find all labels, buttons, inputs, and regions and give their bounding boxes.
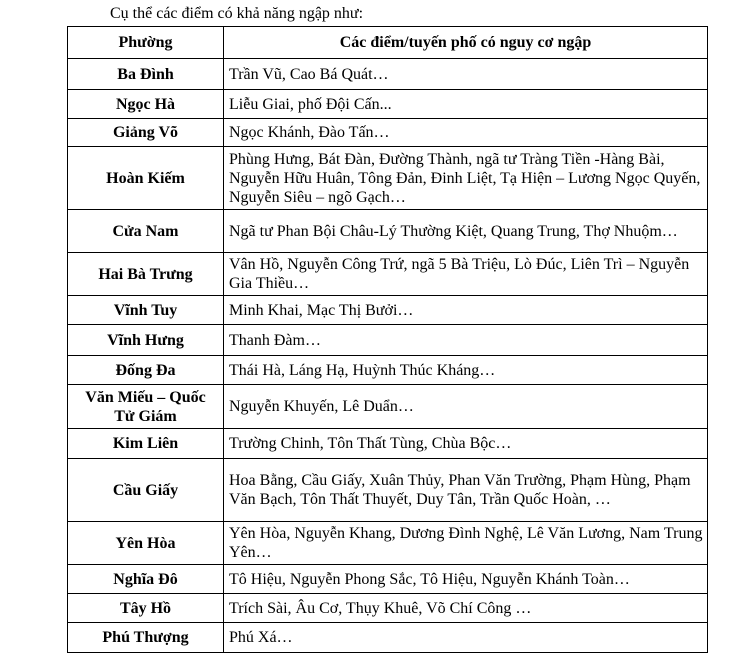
table-row bbox=[68, 90, 708, 119]
ward-cell: Vĩnh Hưng bbox=[68, 325, 224, 356]
ward-cell: Cửa Nam bbox=[68, 210, 224, 253]
ward-cell: Yên Hòa bbox=[68, 522, 224, 565]
header-ward: Phường bbox=[68, 27, 224, 59]
ward-cell: Vĩnh Tuy bbox=[68, 296, 224, 325]
ward-cell: Hai Bà Trưng bbox=[68, 253, 224, 296]
ward-cell: Nghĩa Đô bbox=[68, 565, 224, 594]
table-row bbox=[68, 429, 708, 459]
points-cell: Yên Hòa, Nguyễn Khang, Dương Đình Nghệ, Lê Văn Lương, Nam Trung Yên… bbox=[224, 522, 708, 565]
table-row bbox=[68, 522, 708, 565]
points-cell: Tô Hiệu, Nguyễn Phong Sắc, Tô Hiệu, Nguyễn Khánh Toàn… bbox=[224, 565, 708, 594]
points-cell: Minh Khai, Mạc Thị Bưởi… bbox=[224, 296, 708, 325]
table-row bbox=[68, 59, 708, 90]
table-row bbox=[68, 385, 708, 429]
points-cell: Trường Chinh, Tôn Thất Tùng, Chùa Bộc… bbox=[224, 429, 708, 459]
intro-text: Cụ thể các điểm có khả năng ngập như: bbox=[110, 5, 364, 22]
ward-cell: Kim Liên bbox=[68, 429, 224, 459]
table-row bbox=[68, 459, 708, 522]
table-row bbox=[68, 119, 708, 147]
ward-cell: Cầu Giấy bbox=[68, 459, 224, 522]
ward-cell: Đống Đa bbox=[68, 356, 224, 385]
table-row bbox=[68, 325, 708, 356]
ward-cell: Ngọc Hà bbox=[68, 90, 224, 119]
table-row bbox=[68, 210, 708, 253]
ward-cell: Văn Miếu – Quốc Tử Giám bbox=[68, 385, 224, 429]
flood-points-table bbox=[67, 26, 708, 653]
table-row bbox=[68, 147, 708, 210]
points-cell: Nguyễn Khuyến, Lê Duẩn… bbox=[224, 385, 708, 429]
points-cell: Trần Vũ, Cao Bá Quát… bbox=[224, 59, 708, 90]
points-cell: Phùng Hưng, Bát Đàn, Đường Thành, ngã tư Tràng Tiền -Hàng Bài, Nguyễn Hữu Huân, Tông Đản, Đinh Liệt, Tạ Hiện – Lương Ngọc Quyến, Nguyễn Siêu – ngõ Gạch… bbox=[224, 147, 708, 210]
points-cell: Ngã tư Phan Bội Châu-Lý Thường Kiệt, Quang Trung, Thợ Nhuộm… bbox=[224, 210, 708, 253]
points-cell: Thái Hà, Láng Hạ, Huỳnh Thúc Kháng… bbox=[224, 356, 708, 385]
points-cell: Ngọc Khánh, Đào Tấn… bbox=[224, 119, 708, 147]
points-cell: Vân Hồ, Nguyễn Công Trứ, ngã 5 Bà Triệu, Lò Đúc, Liên Trì – Nguyễn Gia Thiều… bbox=[224, 253, 708, 296]
table-row bbox=[68, 356, 708, 385]
table-row bbox=[68, 296, 708, 325]
points-cell: Hoa Bằng, Cầu Giấy, Xuân Thủy, Phan Văn Trường, Phạm Hùng, Phạm Văn Bạch, Tôn Thất Thuyết, Duy Tân, Trần Quốc Hoàn, … bbox=[224, 459, 708, 522]
ward-cell: Ba Đình bbox=[68, 59, 224, 90]
ward-cell: Phú Thượng bbox=[68, 623, 224, 653]
ward-cell: Hoàn Kiếm bbox=[68, 147, 224, 210]
table-row bbox=[68, 594, 708, 623]
points-cell: Trích Sài, Âu Cơ, Thụy Khuê, Võ Chí Công … bbox=[224, 594, 708, 623]
ward-cell: Giảng Võ bbox=[68, 119, 224, 147]
table-row bbox=[68, 253, 708, 296]
header-points: Các điểm/tuyến phố có nguy cơ ngập bbox=[224, 27, 708, 59]
table-row bbox=[68, 565, 708, 594]
table-row bbox=[68, 623, 708, 653]
points-cell: Thanh Đàm… bbox=[224, 325, 708, 356]
table-header-row bbox=[68, 27, 708, 59]
points-cell: Liễu Giai, phố Đội Cấn... bbox=[224, 90, 708, 119]
points-cell: Phú Xá… bbox=[224, 623, 708, 653]
ward-cell: Tây Hồ bbox=[68, 594, 224, 623]
